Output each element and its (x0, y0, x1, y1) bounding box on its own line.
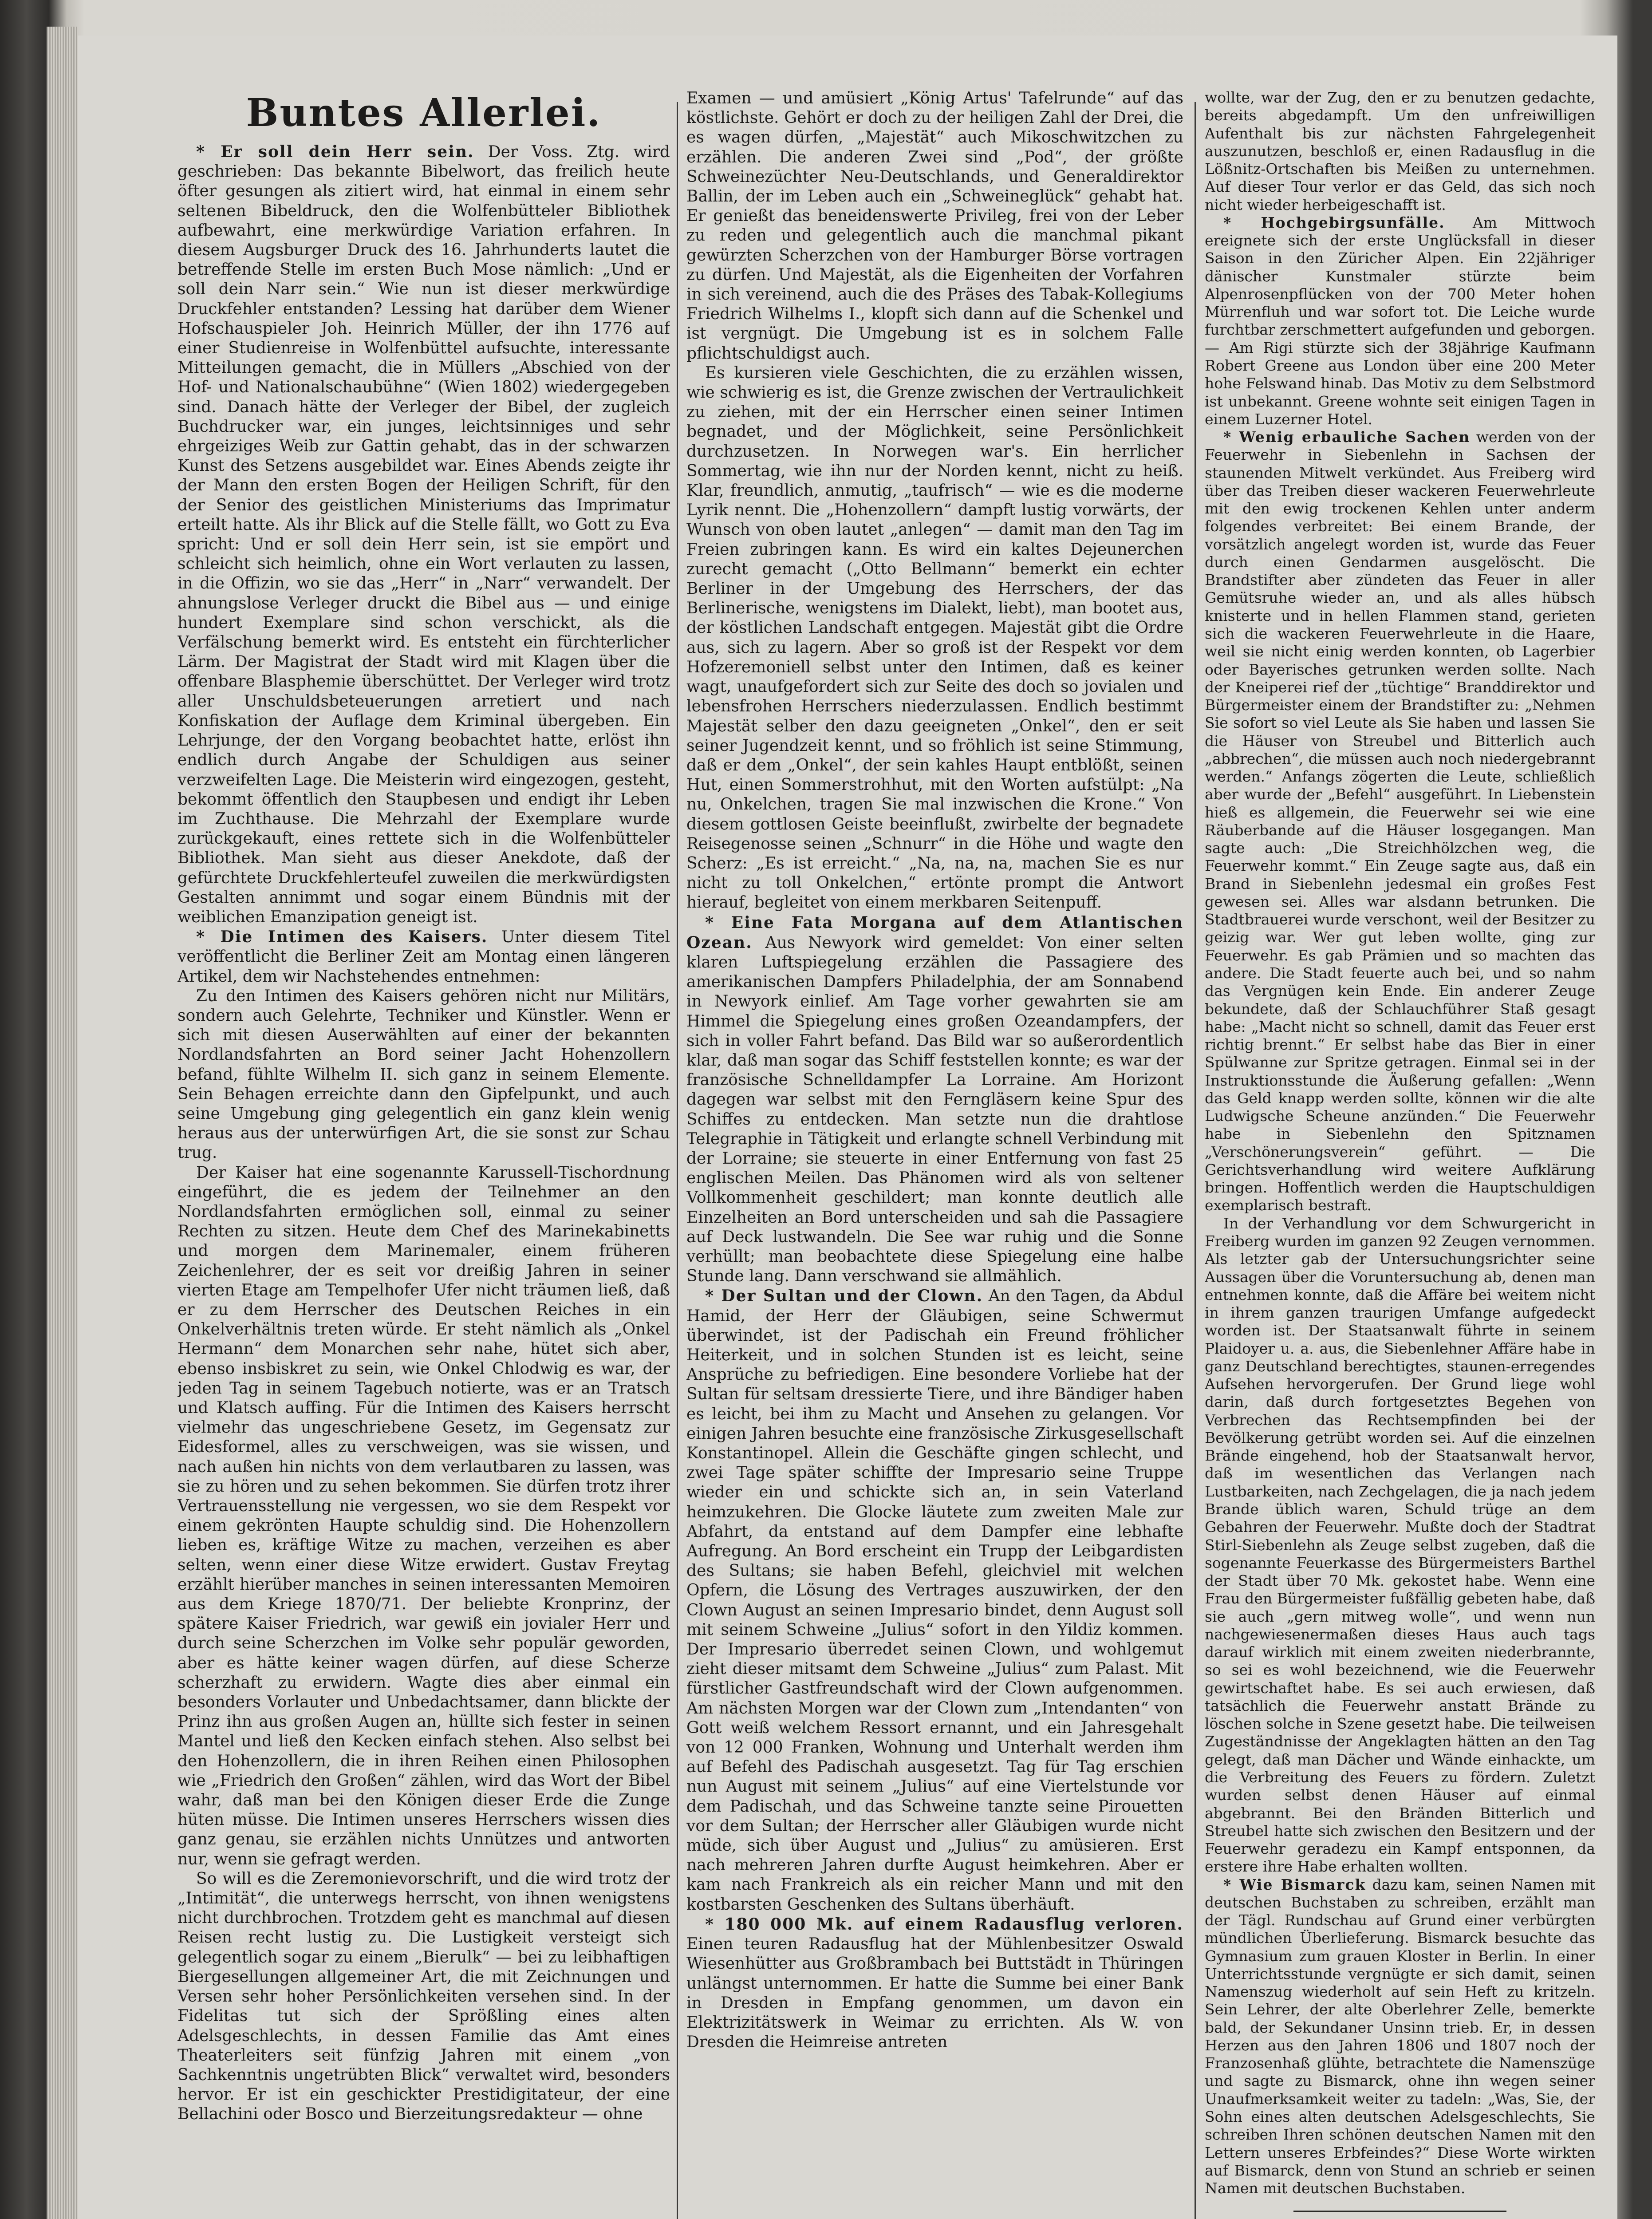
article-text: Der Voss. Ztg. wird geschrieben: Das bekannte Bibelwort, das freilich heute öfter gesungen als zitiert wird, hat einmal in einem sehr seltenen Bibeldruck, den die Wolfenbütteler Bibliothek aufbewahrt, eine merkwürdige Variation erfahren. In diesem Augsburger Druck des 16. Jahrhunderts lautet die betreffende Stelle im ersten Buch Mose nämlich: „Und er soll dein Narr sein.“ Wie nun ist dieser merkwürdige Druckfehler entstanden? Lessing hat darüber dem Wiener Hofschauspieler Joh. Heinrich Müller, der ihn 1776 auf einer Studienreise in Wolfenbüttel aufsuchte, interessante Mitteilungen gemacht, die in Müllers „Abschied von der Hof- und Nationalschaubühne“ (Wien 1802) wiedergegeben sind. Danach hätte der Verleger der Bibel, der zugleich Buchdrucker war, ein junges, leichtsinniges und sehr ehrgeiziges Weib zur Gattin gehabt, das in der schwarzen Kunst des Setzens ausgebildet war. Eines Abends zeigte ihr der Mann den ersten Bogen der Heiligen Schrift, für den der Senior des geistlichen Ministeriums das Imprimatur erteilt hatte. Als ihr Blick auf die Stelle fällt, wo Gott zu Eva spricht: Und er soll dein Herr sein, ist sie empört und schleicht sich heimlich, ohne ein Wort verlauten zu lassen, in die Offizin, wo sie das „Herr“ in „Narr“ verwandelt. Der ahnungslose Verleger druckt die Bibel aus — und einige hundert Exemplare sind schon verschickt, als die Verfälschung bemerkt wird. Es entsteht ein fürchterlicher Lärm. Der Magistrat der Stadt wird mit Klagen über die offenbare Blasphemie überschüttet. Der Verleger wird trotz aller Unschuldsbeteuerungen arretiert und nach Konfiskation der Auflage dem Kriminal übergeben. Ein Lehrjunge, der den Vorgang beobachtet hatte, erlöst ihn endlich durch Angabe der Schuldigen aus seiner verzweifelten Lage. Die Meisterin wird eingezogen, gesteht, bekommt öffentlich den Staupbesen und endigt ihr Leben im Zuchthause. Die Mehrzahl der Exemplare wurde zurückgekauft, eines rettete sich in die Wolfenbütteler Bibliothek. Man sieht aus dieser Anekdote, daß der gefürchtete Druckfehlerteufel zuweilen die merkwürdigsten Gestalten annimmt und sogar einem Bündnis mit der weiblichen Emanzipation geneigt ist. (177, 143, 670, 926)
article-heading: * 180 000 Mk. auf einem Radausflug verloren. (705, 1915, 1183, 1934)
article-paragraph: Es kursieren viele Geschichten, die zu erzählen wissen, wie schwierig es ist, die Grenze zwischen der Vertraulichkeit zu ziehen, mit der ein Herrscher einen seiner Intimen begnadet, und der Möglichkeit, seine Persönlichkeit durchzusetzen. In Norwegen war's. Ein herrlicher Sommertag, wie ihn nur der Norden kennt, nicht zu heiß. Klar, freundlich, anmutig, „taufrisch“ — wie es die moderne Lyrik nennt. Die „Hohenzollern“ dampft lustig vorwärts, der Wunsch von oben lautet „anlegen“ — damit man den Tag im Freien zubringen kann. Es wird ein kaltes Dejeunerchen zurecht gemacht („Otto Bellmann“ bemerkt ein echter Berliner in der Umgebung des Herrschers, der das Berlinerische, wenigstens im Dialekt, liebt), man bootet aus, der köstlichen Landschaft entgegen. Majestät gibt die Ordre aus, sich zu lagern. Aber so groß ist der Respekt vor dem Hofzeremoniell selbst unter den Intimen, daß es keiner wagt, unaufgefordert sich zur Seite des doch so jovialen und lebensfrohen Herrschers niederzulassen. Endlich bestimmt Majestät selber den dazu geeigneten „Onkel“, den er seit seiner Jugendzeit kennt, und so fröhlich ist seine Stimmung, daß er dem „Onkel“, der sein kahles Haupt entblößt, seinen Hut, einen Sommerstrohhut, mit den Worten aufstülpt: „Na nu, Onkelchen, tragen Sie mal inzwischen die Krone.“ Von diesem gottlosen Geiste beeinflußt, zwirbelte der begnadete Reisegenosse seinen „Schnurr“ in die Höhe und wagte den Scherz: „Es ist erreicht.“ „Na, na, na, machen Sie es nur nicht zu toll Onkelchen,“ ertönte prompt die Antwort hierauf, begleitet von einem merkbaren Seitenpuff. (686, 363, 1183, 912)
column-rule (677, 102, 678, 2219)
article-text: dazu kam, seinen Namen mit deutschen Buchstaben zu schreiben, erzählt man der Tägl. Rundschau auf Grund einer verbürgten mündlichen Überlieferung. Bismarck besuchte das Gymnasium zum grauen Kloster in Berlin. In einer Unterrichtsstunde vergnügte er sich damit, seinen Namenszug wiederholt auf sein Heft zu kritzeln. Sein Lehrer, der alte Oberlehrer Zelle, bemerkte bald, der Sekundaner Unsinn trieb. Er, in dessen Herzen aus den Jahren 1806 und 1807 noch der Franzosenhaß glühte, betrachtete die Namenszüge und sagte zu Bismarck, ohne ihn wegen seiner Unaufmerksamkeit weiter zu tadeln: „Was, Sie, der Sohn eines alten deutschen Adelsgeschlechts, Sie schreiben Ihren schönen deutschen Namen mit den Lettern unseres Erbfeindes?“ Diese Worte wirkten auf Bismarck, denn von Stund an schrieb er seinen Namen mit deutschen Buchstaben. (1205, 1875, 1595, 2197)
newspaper-page (78, 36, 1617, 2219)
article-text: Aus Newyork wird gemeldet: Von einer selten klaren Luftspiegelung erzählen die Passagiere des amerikanischen Dampfers Philadelphia, der am Sonnabend in Newyork einlief. Am Tage vorher gewahrten sie am Himmel die Spiegelung eines großen Ozeandampfers, der sich in voller Fahrt befand. Das Bild war so außerordentlich klar, daß man sogar das Schiff feststellen konnte; es war der französische Schnelldampfer La Lorraine. Am Horizont dagegen war selbst mit den Ferngläsern keine Spur des Schiffes zu entdecken. Man setzte nun die drahtlose Telegraphie in Tätigkeit und erlangte schnell Verbindung mit der Lorraine; sie steuerte in einer Entfernung von fast 25 englischen Meilen. Das Phänomen wird als von seltener Vollkommenheit geschildert; man konnte deutlich alle Einzelheiten an Bord unterscheiden und sah die Passagiere auf Deck lustwandeln. Die See war ruhig und die Sonne verhüllt; man beobachtete diese Spiegelung eine halbe Stunde lang. Dann verschwand sie allmählich. (686, 933, 1183, 1286)
article-text: An den Tagen, da Abdul Hamid, der Herr der Gläubigen, seine Schwermut überwindet, ist der Padischah ein Freund fröhlicher Heiterkeit, und in solchen Stunden ist es leicht, seine Ansprüche zu befriedigen. Eine besondere Vorliebe hat der Sultan für seltsam dressierte Tiere, und ihre Bändiger haben es leicht, bei ihm zu Macht und Ansehen zu gelangen. Vor einigen Jahren besuchte eine französische Zirkusgesellschaft Konstantinopel. Allein die Geschäfte gingen schlecht, und zwei Tage später schiffte der Impresario seine Truppe wieder ein und schickte sich an, in sein Vaterland heimzukehren. Die Glocke läutete zum zweiten Male zur Abfahrt, da entstand auf dem Dampfer eine lebhafte Aufregung. An Bord erscheint ein Trupp der Leibgardisten des Sultans; sie haben Befehl, gleichviel mit welchen Opfern, die Lösung des Vertrages auszuwirken, der den Clown August an seinen Impresario bindet, denn August soll mit seinem Schweine „Julius“ sofort in den Yildiz kommen. Der Impresario überredet seinen Clown, und wohlgemut zieht dieser mitsamt dem Schweine „Julius“ zum Palast. Mit fürstlicher Gastfreundschaft wird der Clown aufgenommen. Am nächsten Morgen war der Clown zum „Intendanten“ von Gott weiß welchem Ressort ernannt, und ein Jahresgehalt von 12 000 Franken, Wohnung und Unterhalt werden ihm auf Befehl des Padischah ausgesetzt. Tag für Tag erschien nun August mit seinem „Julius“ auf eine Viertelstunde vor dem Padischah, und das Schweine tanzte seine Pirouetten vor dem Sultan; der Herrscher aller Gläubigen wurde nicht müde, sich über August und „Julius“ zu amüsieren. Erst nach mehreren Jahren durfte August heimkehren. Aber er kam nach Frankreich als ein reicher Mann und mit den kostbarsten Geschenken des Sultans überhäuft. (686, 1287, 1183, 1914)
section-title: Buntes Allerlei. (246, 91, 602, 135)
article-heading: * Der Sultan und der Clown. (705, 1287, 983, 1306)
article-heading: * Wie Bismarck (1223, 1875, 1366, 1893)
article-heading: * Hochgebirgsunfälle. (1223, 213, 1445, 231)
article-paragraph: In der Verhandlung vor dem Schwurgericht in Freiberg wurden im ganzen 92 Zeugen vernommen. Als letzter gab der Untersuchungsrichter seine Aussagen über die Voruntersuchung ab, denen man entnehmen konnte, daß die Affäre bei weitem nicht in ihrem ganzen traurigen Umfange aufgedeckt worden ist. Der Staatsanwalt führte in seinem Plaidoyer u. a. aus, die Siebenlehner Affäre habe in ganz Deutschland berechtigtes, staunen-erregendes Aufsehen hervorgerufen. Der Grund liege wohl darin, daß durch fortgesetztes Begehen von Verbrechen das Rechtsempfinden bei der Bevölkerung getrübt worden sei. Auf die einzelnen Brände eingehend, hob der Staatsanwalt hervor, daß im wesentlichen das Verlangen nach Lustbarkeiten, nach Zechgelagen, die ja nach jedem Brande üblich waren, Schuld trüge an dem Gebahren der Feuerwehr. Mußte doch der Stadtrat Stirl-Siebenlehn als Zeuge selbst zugeben, daß die sogenannte Feuerkasse des Bürgermeisters Barthel der Stadt über 70 Mk. gekostet habe. Wenn eine Frau den Bürgermeister fußfällig gebeten habe, daß sie auch „gern mitweg wolle“, und wenn nun nachgewiesenermaßen dieses Haus auch tags darauf wirklich mit einem zweiten niederbrannte, so sei es wohl bezeichnend, wie die Feuerwehr gewirtschaftet habe. Es sei auch erwiesen, daß tatsächlich die Feuerwehr anstatt Brände zu löschen solche in Szene gesetzt habe. Die teilweisen Zugeständnisse der Angeklagten hätten an den Tag gelegt, daß man Dächer und Wände einhackte, um die Verbreitung des Feuers zu fördern. Zuletzt wurden selbst denen Häuser auf einmal abgebrannt. Bei den Bränden Bitterlich und Streubel hatte sich zwischen den Besitzern und der Feuerwehr geradezu ein Kampf entsponnen, da erstere ihre Habe erhalten wollten. (1205, 1214, 1595, 1875)
article-text: Einen teuren Radausflug hat der Mühlenbesitzer Oswald Wiesenhütter aus Großbrambach bei Buttstädt in Thüringen unlängst unternommen. Er hatte die Summe bei einer Bank in Dresden in Empfang genommen, um davon ein Elektrizitätswerk in Weimar zu errichten. Als W. von Dresden die Heimreise antreten (686, 1935, 1183, 2052)
article-paragraph: Zu den Intimen des Kaisers gehören nicht nur Militärs, sondern auch Gelehrte, Techniker und Künstler. Wenn er sich mit diesen Auserwählten auf einer der bekannten Nordlandsfahrten an Bord seiner Jacht Hohenzollern befand, fühlte Wilhelm II. sich ganz in seinem Elemente. Sein Behagen erreichte dann den Gipfelpunkt, und auch seine Umgebung ging gelegentlich ein ganz klein wenig heraus aus der unterwürfigen Art, die sie sonst zur Schau trug. (177, 987, 670, 1162)
article-text: Unter diesem Titel veröffentlicht die Berliner Zeit am Montag einen längeren Artikel, dem wir Nachstehendes entnehmen: (177, 928, 670, 986)
book-spine (47, 27, 78, 2219)
article-paragraph: wollte, war der Zug, den er zu benutzen gedachte, bereits abgedampft. Um den unfreiwilligen Aufenthalt bis zur nächsten Fahrgelegenheit auszunutzen, beschloß er, einen Radausflug in die Lößnitz-Ortschaften bis Meißen zu unternehmen. Auf dieser Tour verlor er das Geld, das sich noch nicht wieder herbeigeschafft ist. (1205, 89, 1595, 213)
article-heading: * Eine Fata Morgana auf dem Atlantischen Ozean. (686, 913, 1183, 952)
article-paragraph: So will es die Zeremonievorschrift, und die wird trotz der „Intimität“, die unterwegs herrscht, von ihnen wenigstens nicht durchbrochen. Trotzdem geht es manchmal auf diesen Reisen recht lustig zu. Die Lustigkeit versteigt sich gelegentlich sogar zu einem „Bierulk“ — bei zu leibhaftigen Biergesellungen allgemeiner Art, die mit Zeichnungen und Versen sehr hoher Persönlichkeiten versehen sind. In der Fidelitas tut sich der Sprößling eines alten Adelsgeschlechts, in dessen Familie das Amt eines Theaterleiters seit fünfzig Jahren mit einem „von Sachkenntnis ungetrübten Blick“ verwaltet wird, besonders hervor. Er ist ein geschickter Prestidigitateur, der eine Bellachini oder Bosco und Bierzeitungsredakteur — ohne (177, 1869, 670, 2124)
column-rule (1195, 102, 1196, 2219)
article-text: werden von der Feuerwehr in Siebenlehn in Sachsen der staunenden Mitwelt verkündet. Aus Freiberg wird über das Treiben dieser wackeren Feuerwehrleute mit den ewig trockenen Kehlen unter anderm folgendes verbreitet: Bei einem Brande, der vorsätzlich angelegt worden ist, wurde das Feuer durch einen Gendarmen ausgelöscht. Die Brandstifter aber zündeten das Feuer in aller Gemütsruhe wieder an, und als alles hübsch knisterte und in hellen Flammen stand, gerieten sich die wackeren Feuerwehrleute in die Haare, weil sie nicht einig werden konnten, ob Lagerbier oder Bayerisches getrunken werden sollte. Nach der Kneiperei rief der „tüchtige“ Branddirektor und Bürgermeister einem der Brandstifter zu: „Nehmen Sie sofort so viel Leute als Sie haben und lassen Sie die Häuser von Streubel und Bitterlich auch „abbrechen“, die müssen auch noch niedergebrannt werden.“ Anfangs zögerten die Leute, schließlich aber wurde der „Befehl“ ausgeführt. In Liebenstein hieß es allgemein, die Feuerwehr sei wie eine Räuberbande auf die Häuser losgegangen. Man sagte auch: „Die Streichhölzchen weg, die Feuerwehr kommt.“ Ein Zeuge sagte aus, daß ein Brand in Siebenlehn jedesmal ein großes Fest gewesen sei. Alles war alsdann betrunken. Die Stadtbrauerei wurde verschont, weil der Besitzer zu geizig war. Wer gut leben wollte, ging zur Feuerwehr. Es gab Prämien und so machten das andere. Die Stadt feuerte auch bei, und so nahm das Vergnügen kein Ende. Ein anderer Zeuge bekundete, daß der Schlauchführer Staß gesagt habe: „Macht nicht so schnell, damit das Feuer erst richtig brennt.“ Er selbst habe das Bier in einer Spülwanne zur Spritze getragen. Einmal sei in der Instruktionsstunde die Äußerung gefallen: „Wenn das Geld knapp werden sollte, können wir die alte Ludwigsche Scheune anzünden.“ Die Feuerwehr habe in Siebenlehn den Spitznamen „Verschönerungsverein“ geführt. — Die Gerichtsverhandlung wird weitere Aufklärung bringen. Hoffentlich werden die Hauptschuldigen exemplarisch bestraft. (1205, 428, 1595, 1214)
column-3 (1205, 89, 1595, 2219)
article-heading: * Wenig erbauliche Sachen (1223, 428, 1471, 446)
column-2 (686, 89, 1183, 2219)
article-heading: * Er soll dein Herr sein. (196, 142, 474, 161)
article-paragraph: Examen — und amüsiert „König Artus' Tafelrunde“ auf das köstlichste. Gehört er doch zu der heiligen Zahl der Drei, die es wagen dürfen, „Majestät“ auch Mikoschwitzchen zu erzählen. Die anderen Zwei sind „Pod“, der größte Schweinezüchter Neu-Deutschlands, und Generaldirektor Ballin, der im Leben auch ein „Schweineglück“ gehabt hat. Er genießt das beneidenswerte Privileg, frei von der Leber zu reden und gelegentlich auch die manchmal pikant gewürzten Scherzchen von der Hamburger Börse vortragen zu dürfen. Und Majestät, als die Eigenheiten der Vorfahren in sich vereinend, auch die des Präses des Tabak-Kollegiums Friedrich Wilhelms I., klopft sich dann auf die Schenkel und ist vergnügt. Die Umgebung ist es in solchem Falle pflichtschuldigst auch. (686, 89, 1183, 363)
end-ornament-rule (1293, 2211, 1506, 2219)
article-text: Am Mittwoch ereignete sich der erste Unglücksfall in dieser Saison in den Züricher Alpen. Ein 22jähriger dänischer Kunstmaler stürzte beim Alpenrosenpflücken von der 700 Meter hohen Mürrenfluh und war sofort tot. Die Leiche wurde furchtbar zerschmettert aufgefunden und geborgen. — Am Rigi stürzte sich der 38jährige Kaufmann Robert Greene aus London über eine 200 Meter hohe Felswand hinab. Das Motiv zu dem Selbstmord ist unbekannt. Greene wohnte seit einigen Tagen in einem Luzerner Hotel. (1205, 213, 1595, 428)
column-1 (177, 89, 670, 2219)
article-heading: * Die Intimen des Kaisers. (196, 928, 488, 947)
article-paragraph: Der Kaiser hat eine sogenannte Karussell-Tischordnung eingeführt, die es jedem der Teilnehmer an den Nordlandsfahrten ermöglichen soll, einmal zu seiner Rechten zu sitzen. Heute dem Chef des Marinekabinetts und morgen dem Marinemaler, einem früheren Zeichenlehrer, der es seit vor dreißig Jahren in seiner vierten Etage am Tempelhofer Ufer nicht träumen ließ, daß er zu dem Herrscher des Deutschen Reiches in ein Onkelverhältnis treten würde. Er steht nämlich als „Onkel Hermann“ dem Monarchen sehr nahe, hütet sich aber, ebenso insbiskret zu sein, wie Onkel Chlodwig es war, der jeden Tag in seinem Tagebuch notierte, was er an Tratsch und Klatsch auffing. Für die Intimen des Kaisers herrscht vielmehr das ungeschriebene Gesetz, im Gegensatz zur Eidesformel, alles zu verschweigen, was sie wissen, und nach außen hin nichts von dem verlautbaren zu lassen, was sie zu hören und zu sehen bekommen. Sie dürfen trotz ihrer Vertrauensstellung nie vergessen, wo sie dem Respekt vor einem gekrönten Haupte schuldig sind. Die Hohenzollern lieben es, kräftige Witze zu machen, verzeihen es aber selten, wenn einer diese Witze erwidert. Gustav Freytag erzählt hierüber manches in seinen interessanten Memoiren aus dem Kriege 1870/71. Der beliebte Kronprinz, der spätere Kaiser Friedrich, war gewiß ein jovialer Herr und durch seine Scherzchen im Volke sehr populär geworden, aber es hätte keiner wagen dürfen, auf diese Scherze scherzhaft zu erwidern. Wagte dies aber einmal ein besonders Vorlauter und Unbedachtsamer, dann blickte der Prinz ihn aus großen Augen an, hüllte sich fester in seinen Mantel und ließ den Kecken einfach stehen. Also selbst bei den Hohenzollern, die in ihren Reihen einen Philosophen wie „Friedrich den Großen“ zählen, wird das Wort der Bibel wahr, daß man bei den Königen dieser Erde die Zunge hüten müsse. Die Intimen unseres Herrschers wissen dies ganz genau, sie erzählen nichts Unnützes und antworten nur, wenn sie gefragt werden. (177, 1163, 670, 1868)
